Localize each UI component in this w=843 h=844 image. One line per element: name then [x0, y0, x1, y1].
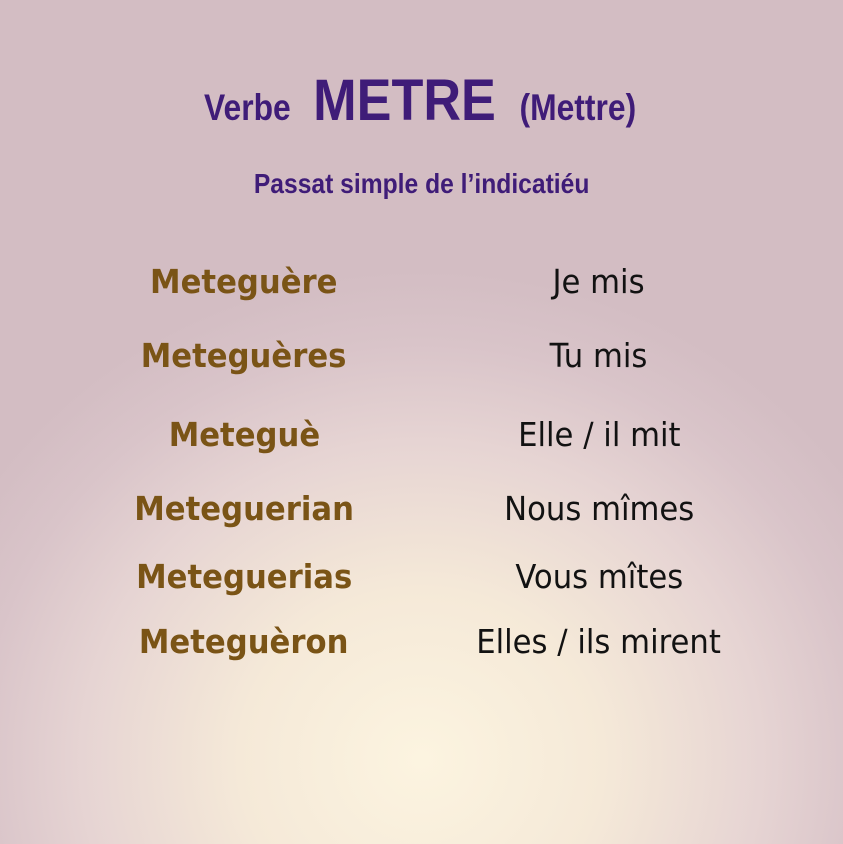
occitan-form: Meteguères [141, 336, 347, 375]
french-form: Je mis [552, 262, 646, 301]
occitan-form: Meteguèron [139, 622, 349, 661]
occitan-form: Meteguerian [134, 489, 354, 528]
title-verb: METRE [312, 68, 496, 133]
page-title [0, 68, 843, 133]
french-form: Nous mîmes [503, 489, 695, 528]
conjugation-row [0, 617, 843, 667]
occitan-form: Meteguè [168, 415, 320, 454]
conjugation-row [0, 257, 843, 307]
title-translation: (Mettre) [519, 87, 637, 128]
french-form: Vous mîtes [515, 557, 683, 596]
page-subtitle [0, 168, 843, 200]
conjugation-row [0, 484, 843, 534]
title-prefix: Verbe [204, 87, 292, 128]
french-form: Elles / ils mirent [476, 622, 722, 661]
occitan-form: Meteguère [150, 262, 338, 301]
french-form: Elle / il mit [517, 415, 681, 454]
conjugation-row [0, 331, 843, 381]
french-form: Tu mis [550, 336, 648, 375]
conjugation-row [0, 410, 843, 460]
subtitle-text: Passat simple de l’indicatiéu [253, 168, 590, 199]
occitan-form: Meteguerias [135, 557, 353, 596]
conjugation-row [0, 552, 843, 602]
